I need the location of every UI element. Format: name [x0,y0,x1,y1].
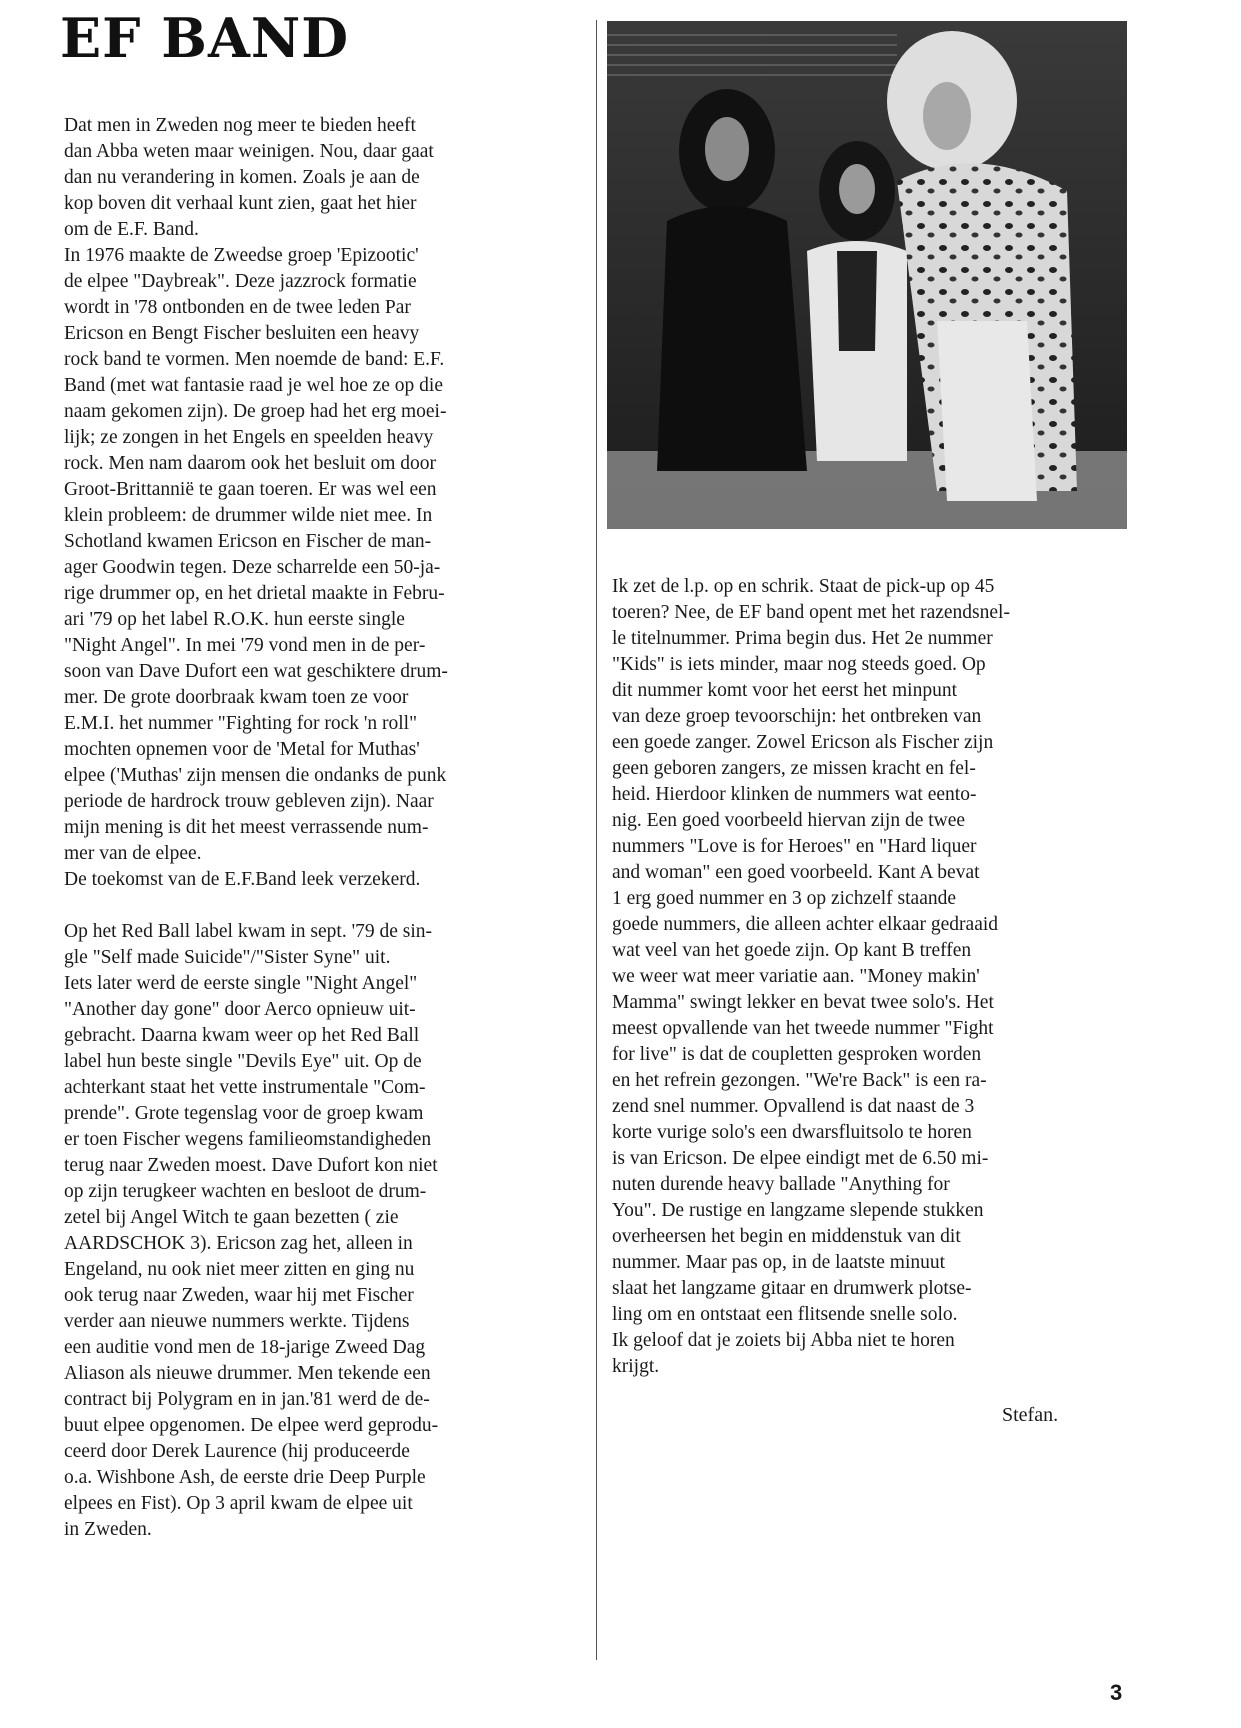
text-line: mer. De grote doorbraak kwam toen ze voor [64,687,409,708]
text-line: elpee ('Muthas' zijn mensen die ondanks de punk [64,765,447,786]
text-line: You". De rustige en langzame slepende stukken [612,1200,984,1221]
text-line: ari '79 op het label R.O.K. hun eerste single [64,609,405,630]
text-line: elpees en Fist). Op 3 april kwam de elpee uit [64,1493,413,1514]
text-line: naam gekomen zijn). De groep had het erg moei- [64,401,447,422]
text-line: "Kids" is iets minder, maar nog steeds goed. Op [612,654,986,675]
text-line: van deze groep tevoorschijn: het ontbreken van [612,706,982,727]
paragraph-gap [64,893,448,919]
text-line: achterkant staat het vette instrumentale "Com- [64,1077,426,1098]
text-line: terug naar Zweden moest. Dave Dufort kon niet [64,1155,438,1176]
text-line: "Night Angel". In mei '79 vond men in de per- [64,635,426,656]
text-line: Band (met wat fantasie raad je wel hoe ze op die [64,375,444,396]
text-line: een auditie vond men de 18-jarige Zweed Dag [64,1337,426,1358]
text-line: lijk; ze zongen in het Engels en speelden heavy [64,427,434,448]
text-line: mochten opnemen voor de 'Metal for Muthas' [64,739,420,760]
text-line: rock band te vormen. Men noemde de band: E.F. [64,349,445,370]
text-line: op zijn terugkeer wachten en besloot de drum- [64,1181,427,1202]
text-line: klein probleem: de drummer wilde niet mee. In [64,505,433,526]
text-line: 1 erg goed nummer en 3 op zichzelf staande [612,888,957,909]
text-line: nummers "Love is for Heroes" en "Hard liquer [612,836,977,857]
text-line: zend snel nummer. Opvallend is dat naast de 3 [612,1096,975,1117]
text-line: we weer wat meer variatie aan. "Money makin' [612,966,980,987]
text-line: een goede zanger. Zowel Ericson als Fischer zijn [612,732,994,753]
text-line: nig. Een goed voorbeeld hiervan zijn de twee [612,810,966,831]
text-line: Ericson en Bengt Fischer besluiten een heavy [64,323,420,344]
text-line: en het refrein gezongen. "We're Back" is een ra- [612,1070,987,1091]
text-line: rock. Men nam daarom ook het besluit om door [64,453,437,474]
text-line: label hun beste single "Devils Eye" uit. Op de [64,1051,422,1072]
text-line: overheersen het begin en middenstuk van dit [612,1226,961,1247]
text-line: in Zweden. [64,1519,152,1540]
text-line: Ik geloof dat je zoiets bij Abba niet te horen [612,1330,955,1351]
text-line: Dat men in Zweden nog meer te bieden heeft [64,115,416,136]
text-line: toeren? Nee, de EF band opent met het razendsnel- [612,602,1010,623]
page-number: 3 [1110,1680,1123,1705]
text-line: Aliason als nieuwe drummer. Men tekende een [64,1363,431,1384]
text-line: dan nu verandering in komen. Zoals je aan de [64,167,420,188]
text-line: soon van Dave Dufort een wat geschiktere drum- [64,661,448,682]
text-line: nuten durende heavy ballade "Anything for [612,1174,950,1195]
text-line: heid. Hierdoor klinken de nummers wat eento- [612,784,977,805]
text-line: goede nummers, die alleen achter elkaar gedraaid [612,914,999,935]
right-column-text [612,574,1010,1380]
text-line: gebracht. Daarna kwam weer op het Red Ball [64,1025,420,1046]
text-line: prende". Grote tegenslag voor de groep kwam [64,1103,424,1124]
text-line: meest opvallende van het tweede nummer "Fight [612,1018,994,1039]
text-line: gle "Self made Suicide"/"Sister Syne" uit. [64,947,391,968]
text-line: geen geboren zangers, ze missen kracht en fel- [612,758,976,779]
text-line: Iets later werd de eerste single "Night Angel" [64,973,418,994]
text-line: krijgt. [612,1356,660,1377]
text-line: rige drummer op, en het drietal maakte in Febru- [64,583,445,604]
text-line: for live" is dat de coupletten gesproken worden [612,1044,982,1065]
text-line: contract bij Polygram en in jan.'81 werd de de- [64,1389,430,1410]
author-signature: Stefan. [1002,1404,1059,1426]
text-line: De toekomst van de E.F.Band leek verzekerd. [64,869,421,890]
text-line: ceerd door Derek Laurence (hij produceerde [64,1441,410,1462]
text-line: om de E.F. Band. [64,219,199,240]
text-line: Engeland, nu ook niet meer zitten en ging nu [64,1259,415,1280]
text-line: E.M.I. het nummer "Fighting for rock 'n roll" [64,713,418,734]
text-line: In 1976 maakte de Zweedse groep 'Epizootic' [64,245,419,266]
text-line: Schotland kwamen Ericson en Fischer de man- [64,531,432,552]
text-line: ling om en ontstaat een flitsende snelle solo. [612,1304,958,1325]
text-line: "Another day gone" door Aerco opnieuw uit- [64,999,416,1020]
text-line: and woman" een goed voorbeeld. Kant A bevat [612,862,980,883]
band-photo [607,21,1127,529]
column-divider [596,20,597,1660]
text-line: dan Abba weten maar weinigen. Nou, daar gaat [64,141,434,162]
text-line: Groot-Brittannië te gaan toeren. Er was wel een [64,479,437,500]
text-line: zetel bij Angel Witch te gaan bezetten ( zie [64,1207,399,1228]
text-line: slaat het langzame gitaar en drumwerk plotse- [612,1278,972,1299]
text-line: kop boven dit verhaal kunt zien, gaat het hier [64,193,417,214]
left-column-text [64,113,448,1543]
text-line: buut elpee opgenomen. De elpee werd geprodu- [64,1415,439,1436]
text-line: ook terug naar Zweden, waar hij met Fischer [64,1285,414,1306]
text-line: Op het Red Ball label kwam in sept. '79 de sin- [64,921,432,942]
text-line: mer van de elpee. [64,843,202,864]
text-line: nummer. Maar pas op, in de laatste minuut [612,1252,946,1273]
text-line: le titelnummer. Prima begin dus. Het 2e nummer [612,628,993,649]
text-line: dit nummer komt voor het eerst het minpunt [612,680,957,701]
text-line: verder aan nieuwe nummers werkte. Tijdens [64,1311,410,1332]
text-line: Mamma" swingt lekker en bevat twee solo's. Het [612,992,994,1013]
article-title: EF BAND [60,6,350,70]
text-line: Ik zet de l.p. op en schrik. Staat de pick-up op 45 [612,576,995,597]
text-line: de elpee "Daybreak". Deze jazzrock formatie [64,271,417,292]
text-line: o.a. Wishbone Ash, de eerste drie Deep Purple [64,1467,426,1488]
text-line: periode de hardrock trouw gebleven zijn). Naar [64,791,434,812]
text-line: AARDSCHOK 3). Ericson zag het, alleen in [64,1233,413,1254]
text-line: er toen Fischer wegens familieomstandigheden [64,1129,432,1150]
text-line: wordt in '78 ontbonden en de twee leden Par [64,297,411,318]
text-line: is van Ericson. De elpee eindigt met de 6.50 mi- [612,1148,989,1169]
text-line: wat veel van het goede zijn. Op kant B treffen [612,940,972,961]
text-line: ager Goodwin tegen. Deze scharrelde een 50-ja- [64,557,441,578]
text-line: mijn mening is dit het meest verrassende num- [64,817,429,838]
text-line: korte vurige solo's een dwarsfluitsolo te horen [612,1122,972,1143]
